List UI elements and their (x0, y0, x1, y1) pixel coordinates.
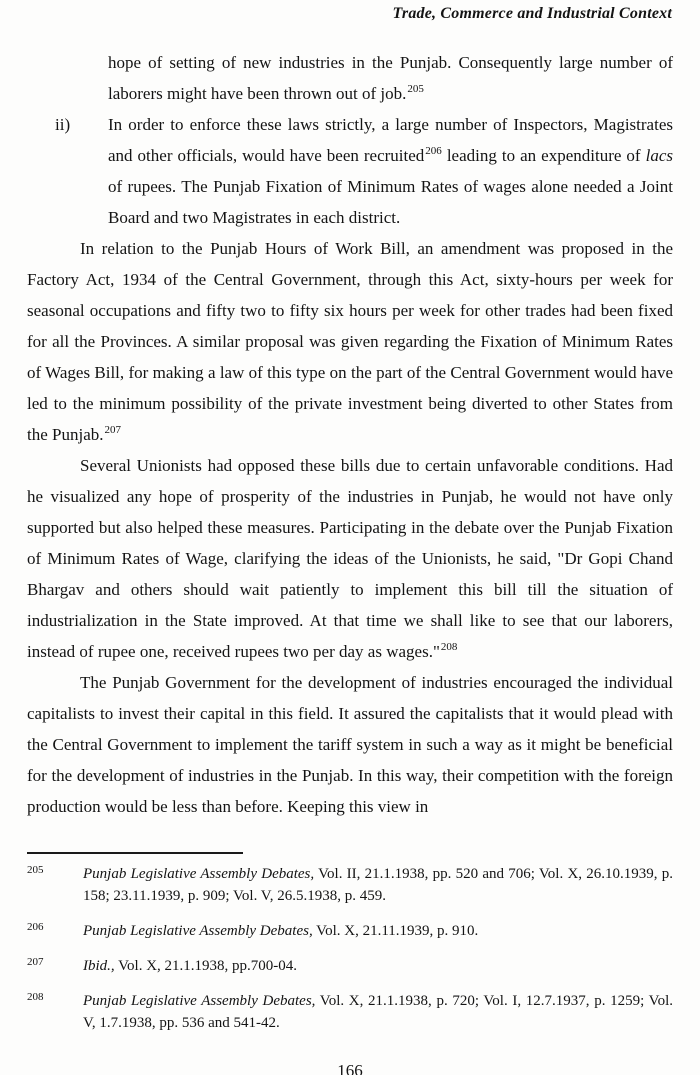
page-body (27, 47, 673, 822)
text-segment: Punjab Legislative Assembly Debates, (83, 923, 313, 939)
text-segment: leading to an expenditure of (441, 146, 646, 165)
footnote-number: 208 (27, 991, 44, 1003)
footnote (27, 990, 673, 1034)
text-segment: Vol. II, 21.1.1938, pp. 520 and 706; Vol. X, 26.10.1939, p. 158; 23.11.1939, p. 909; Vol. V, 26.5.1938, p. 459. (83, 866, 673, 904)
text-segment: of rupees. The Punjab Fixation of Minimum Rates of wages alone needed a Joint Board and two Magistrates in each district. (108, 177, 673, 227)
footnote (27, 955, 673, 977)
text-segment: Vol. X, 21.1.1938, p. 720; Vol. I, 12.7.1937, p. 1259; Vol. V, 1.7.1938, pp. 536 and 541-42. (83, 993, 673, 1031)
footnote-ref: 205 (407, 83, 424, 95)
list-item-text (108, 53, 673, 103)
text-segment: hope of setting of new industries in the Punjab. Consequently large number of laborers might have been thrown out of job. (108, 53, 673, 103)
footnote (27, 863, 673, 907)
text-segment: The Punjab Government for the development of industries encouraged the individual capitalists to invest their capital in this field. It assured the capitalists that it would plead with the Central Government to implement the tariff system in such a way as it might be beneficial for the development of industries in the Punjab. In this way, their competition with the foreign production would be less than before. Keeping this view in (27, 673, 673, 816)
footnote-text (83, 955, 673, 977)
list-item-text (108, 115, 673, 227)
text-segment: Vol. X, 21.1.1938, pp.700-04. (114, 958, 298, 974)
footnote-separator-rule (27, 852, 243, 854)
footnote-text (83, 920, 673, 942)
footnote-ref: 206 (425, 145, 442, 157)
running-header-title: Trade, Commerce and Industrial Context (392, 5, 672, 22)
footnotes-section (27, 852, 673, 1047)
text-segment: Punjab Legislative Assembly Debates, (83, 866, 315, 882)
text-segment: lacs (645, 146, 673, 165)
paragraph (27, 667, 673, 822)
paragraph (27, 450, 673, 667)
footnote-number: 205 (27, 864, 44, 876)
footnote-ref: 207 (104, 424, 121, 436)
text-segment: In order to enforce these laws strictly, a large number of Inspectors, Magistrates and other officials, would have been recruited (108, 115, 673, 165)
text-segment: Punjab Legislative Assembly Debates, (83, 993, 316, 1009)
footnote-number: 207 (27, 956, 44, 968)
text-segment: Several Unionists had opposed these bills due to certain unfavorable conditions. Had he visualized any hope of prosperity of the industries in Punjab, he would not have only supported but also helped these measures. Participating in the debate over the Punjab Fixation of Minimum Rates of Wage, clarifying the ideas of the Unionists, he said, "Dr Gopi Chand Bhargav and others should wait patiently to implement this bill till the situation of industrialization in the State improved. At that time we shall like to see that our laborers, instead of rupee one, received rupees two per day as wages." (27, 456, 673, 661)
list-item-i-continuation (27, 47, 673, 109)
footnote-text (83, 990, 673, 1034)
footnote-number: 206 (27, 921, 44, 933)
list-item-marker: ii) (55, 115, 71, 134)
paragraph (27, 233, 673, 450)
footnote-text (83, 863, 673, 907)
text-segment: Vol. X, 21.11.1939, p. 910. (312, 923, 479, 939)
list-item-ii (27, 109, 673, 233)
text-segment: In relation to the Punjab Hours of Work Bill, an amendment was proposed in the Factory Act, 1934 of the Central Government, through this Act, sixty-hours per week for seasonal occupations and fifty two to fifty six hours per week for other trades had been fixed for all the Provinces. A similar proposal was given regarding the Fixation of Minimum Rates of Wages Bill, for making a law of this type on the part of the Central Government would have led to the minimum possibility of the private investment being diverted to other States from the Punjab. (27, 239, 673, 444)
footnote-ref: 208 (440, 641, 458, 653)
text-segment: Ibid., (83, 958, 115, 974)
footnote (27, 920, 673, 942)
page-number: 166 (337, 1061, 363, 1075)
